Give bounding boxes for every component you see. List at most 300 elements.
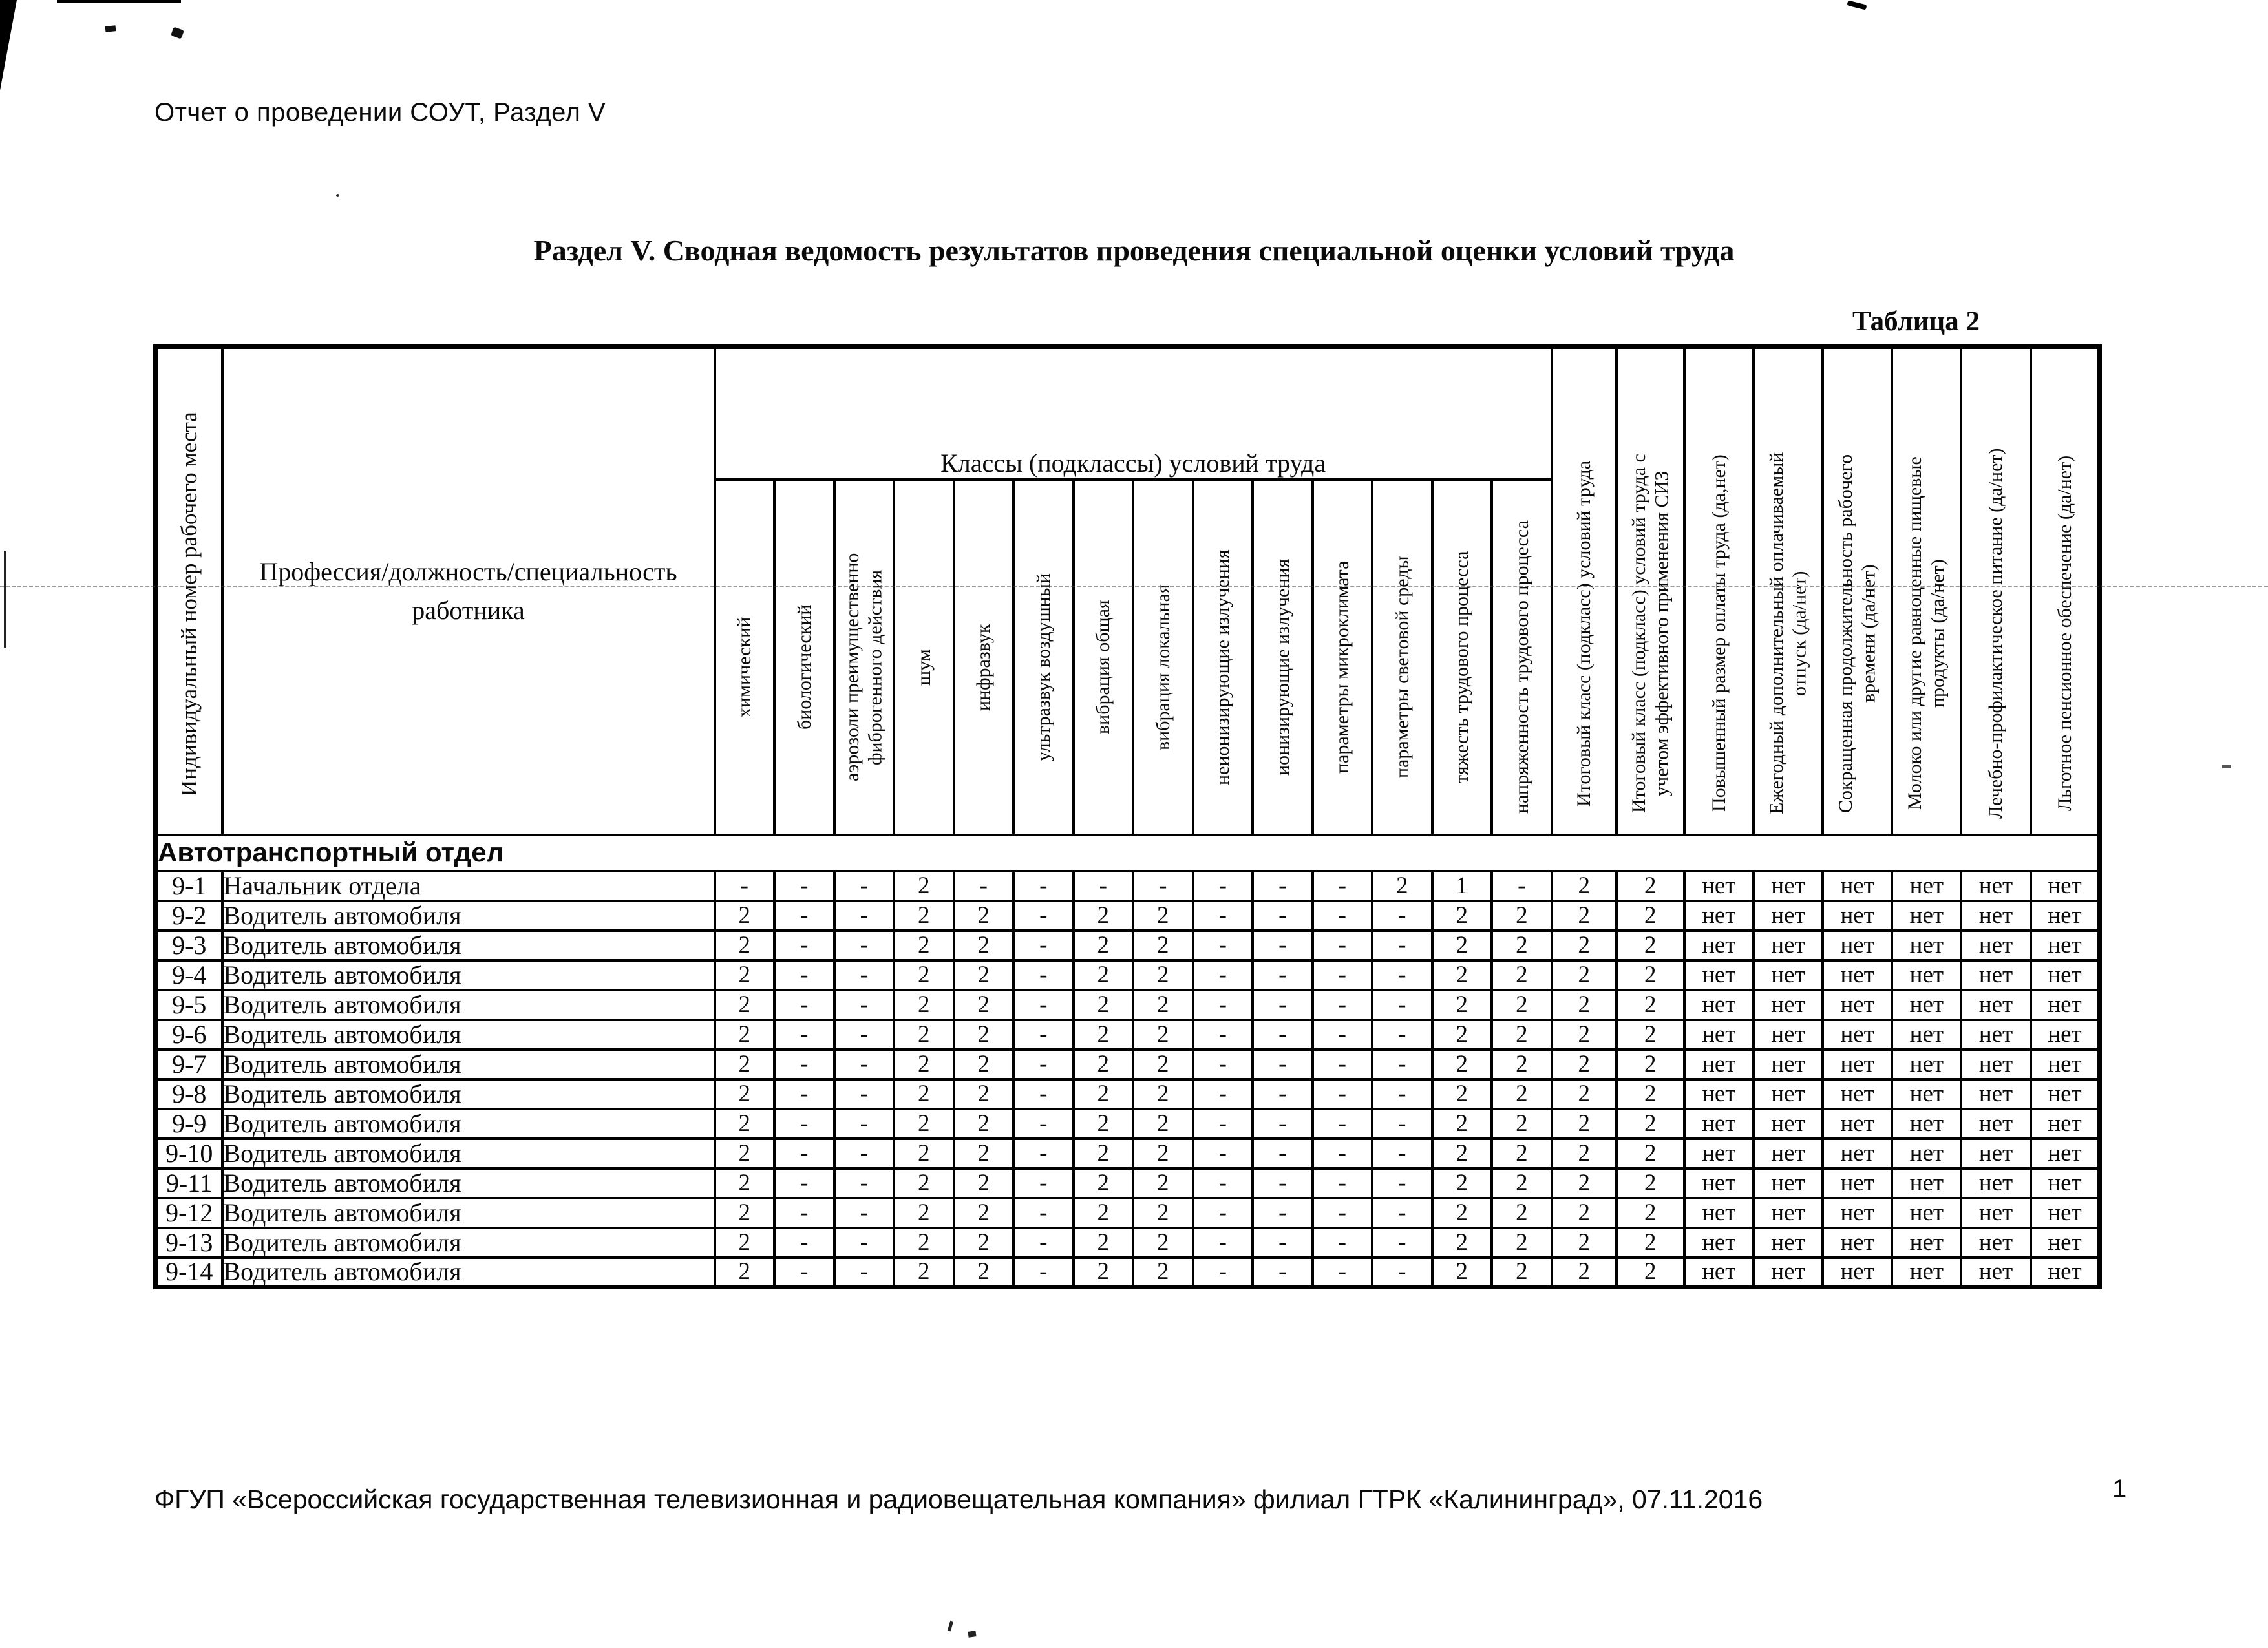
- value-cell-14: 2: [1492, 1050, 1552, 1079]
- value-cell-18: нет: [1754, 1079, 1823, 1109]
- value-cell-5: 2: [954, 1168, 1014, 1198]
- value-cell-9: -: [1193, 931, 1253, 960]
- value-cell-3: -: [834, 1079, 895, 1109]
- value-cell-12: -: [1372, 1050, 1432, 1079]
- value-cell-16: 2: [1616, 1198, 1684, 1228]
- value-cell-11: -: [1313, 1198, 1373, 1228]
- value-cell-12: -: [1372, 1139, 1432, 1168]
- value-cell-5: 2: [954, 931, 1014, 960]
- workplace-number-cell: 9-3: [156, 931, 222, 960]
- workplace-number-cell: 9-10: [156, 1139, 222, 1168]
- col-profession-header: Профессия/должность/специальность работника: [222, 347, 715, 835]
- col-additional-leave-header: [1754, 347, 1823, 835]
- value-cell-11: -: [1313, 871, 1373, 901]
- value-cell-9: -: [1193, 1020, 1253, 1050]
- biological-label: биологический: [793, 604, 815, 730]
- value-cell-1: 2: [715, 1079, 775, 1109]
- value-cell-16: 2: [1616, 1050, 1684, 1079]
- value-cell-19: нет: [1823, 931, 1892, 960]
- section-header-row: [156, 835, 2100, 871]
- noise-label: шум: [913, 648, 935, 686]
- value-cell-16: 2: [1616, 871, 1684, 901]
- value-cell-4: 2: [894, 1198, 954, 1228]
- value-cell-16: 2: [1616, 931, 1684, 960]
- col-noise-header: [894, 480, 954, 835]
- value-cell-2: -: [774, 1109, 834, 1139]
- value-cell-11: -: [1313, 990, 1373, 1020]
- value-cell-7: -: [1074, 871, 1134, 901]
- profession-cell: Водитель автомобиля: [222, 1228, 715, 1258]
- table-row: [156, 1139, 2100, 1168]
- value-cell-1: 2: [715, 1109, 775, 1139]
- value-cell-3: -: [834, 1109, 895, 1139]
- value-cell-22: нет: [2031, 1168, 2100, 1198]
- col-nonionizing-header: [1193, 480, 1253, 835]
- value-cell-3: -: [834, 871, 895, 901]
- value-cell-19: нет: [1823, 1109, 1892, 1139]
- value-cell-5: 2: [954, 960, 1014, 990]
- value-cell-5: 2: [954, 1139, 1014, 1168]
- value-cell-10: -: [1253, 1258, 1313, 1287]
- value-cell-19: нет: [1823, 1228, 1892, 1258]
- value-cell-13: 2: [1432, 931, 1492, 960]
- value-cell-10: -: [1253, 1198, 1313, 1228]
- value-cell-6: -: [1013, 990, 1074, 1020]
- value-cell-4: 2: [894, 1079, 954, 1109]
- ultrasound-label: ультразвук воздушный: [1032, 573, 1054, 761]
- value-cell-22: нет: [2031, 1050, 2100, 1079]
- value-cell-14: 2: [1492, 1109, 1552, 1139]
- profession-cell: Водитель автомобиля: [222, 990, 715, 1020]
- value-cell-2: -: [774, 1198, 834, 1228]
- report-header-note: Отчет о проведении СОУТ, Раздел V: [154, 98, 606, 127]
- value-cell-1: 2: [715, 1228, 775, 1258]
- value-cell-14: 2: [1492, 1198, 1552, 1228]
- value-cell-7: 2: [1074, 931, 1134, 960]
- scan-speck: [968, 1631, 976, 1638]
- value-cell-20: нет: [1892, 1198, 1961, 1228]
- table-row: [156, 990, 2100, 1020]
- value-cell-1: -: [715, 871, 775, 901]
- value-cell-11: -: [1313, 960, 1373, 990]
- value-cell-18: нет: [1754, 990, 1823, 1020]
- value-cell-18: нет: [1754, 1020, 1823, 1050]
- value-cell-22: нет: [2031, 990, 2100, 1020]
- value-cell-8: 2: [1133, 1050, 1193, 1079]
- col-microclimate-header: [1313, 480, 1373, 835]
- classes-group-header: Классы (подклассы) условий труда: [715, 347, 1552, 480]
- sout-summary-table: [153, 344, 2102, 1289]
- value-cell-16: 2: [1616, 1258, 1684, 1287]
- value-cell-10: -: [1253, 1109, 1313, 1139]
- value-cell-17: нет: [1684, 960, 1754, 990]
- value-cell-15: 2: [1552, 1168, 1616, 1198]
- value-cell-12: -: [1372, 1198, 1432, 1228]
- table-row: [156, 931, 2100, 960]
- value-cell-7: 2: [1074, 1079, 1134, 1109]
- table-body: [156, 835, 2100, 1287]
- value-cell-17: нет: [1684, 1139, 1754, 1168]
- value-cell-21: нет: [1961, 1079, 2030, 1109]
- table-row: [156, 1109, 2100, 1139]
- value-cell-15: 2: [1552, 1109, 1616, 1139]
- value-cell-19: нет: [1823, 1198, 1892, 1228]
- value-cell-8: -: [1133, 871, 1193, 901]
- value-cell-1: 2: [715, 1198, 775, 1228]
- value-cell-6: -: [1013, 1109, 1074, 1139]
- value-cell-22: нет: [2031, 931, 2100, 960]
- value-cell-22: нет: [2031, 1228, 2100, 1258]
- value-cell-11: -: [1313, 1139, 1373, 1168]
- value-cell-15: 2: [1552, 1079, 1616, 1109]
- profession-cell: Водитель автомобиля: [222, 1050, 715, 1079]
- value-cell-21: нет: [1961, 931, 2030, 960]
- workplace-number-cell: 9-12: [156, 1198, 222, 1228]
- therapeutic-nutrition-label: Лечебно-профилактическое питание (да/нет): [1985, 447, 2007, 819]
- value-cell-21: нет: [1961, 1109, 2030, 1139]
- additional-leave-label: Ежегодный дополнительный оплачиваемый отпуск (да/нет): [1766, 452, 1810, 814]
- workplace-number-cell: 9-7: [156, 1050, 222, 1079]
- scan-corner-shadow: [0, 0, 17, 90]
- value-cell-7: 2: [1074, 901, 1134, 931]
- profession-cell: Водитель автомобиля: [222, 1258, 715, 1287]
- value-cell-11: -: [1313, 1228, 1373, 1258]
- value-cell-21: нет: [1961, 1258, 2030, 1287]
- value-cell-9: -: [1193, 1228, 1253, 1258]
- value-cell-2: -: [774, 1050, 834, 1079]
- value-cell-9: -: [1193, 1168, 1253, 1198]
- value-cell-22: нет: [2031, 1139, 2100, 1168]
- profession-cell: Водитель автомобиля: [222, 1109, 715, 1139]
- milk-label: Молоко или другие равноценные пищевые продукты (да/нет): [1904, 456, 1949, 810]
- value-cell-6: -: [1013, 1050, 1074, 1079]
- value-cell-13: 2: [1432, 990, 1492, 1020]
- value-cell-20: нет: [1892, 1050, 1961, 1079]
- table-row: [156, 1258, 2100, 1287]
- value-cell-20: нет: [1892, 931, 1961, 960]
- value-cell-20: нет: [1892, 1020, 1961, 1050]
- value-cell-22: нет: [2031, 1020, 2100, 1050]
- value-cell-17: нет: [1684, 1198, 1754, 1228]
- value-cell-5: 2: [954, 901, 1014, 931]
- value-cell-18: нет: [1754, 1258, 1823, 1287]
- scan-ink-mark: [1847, 0, 1867, 10]
- value-cell-18: нет: [1754, 1198, 1823, 1228]
- table-row: [156, 1020, 2100, 1050]
- col-biological-header: [774, 480, 834, 835]
- value-cell-16: 2: [1616, 1079, 1684, 1109]
- value-cell-6: -: [1013, 1139, 1074, 1168]
- col-vibration-local-header: [1133, 480, 1193, 835]
- value-cell-8: 2: [1133, 901, 1193, 931]
- value-cell-6: -: [1013, 1198, 1074, 1228]
- value-cell-10: -: [1253, 960, 1313, 990]
- value-cell-5: 2: [954, 1020, 1014, 1050]
- col-infrasound-header: [954, 480, 1014, 835]
- value-cell-13: 1: [1432, 871, 1492, 901]
- col-ionizing-header: [1253, 480, 1313, 835]
- value-cell-19: нет: [1823, 960, 1892, 990]
- value-cell-10: -: [1253, 901, 1313, 931]
- value-cell-18: нет: [1754, 1168, 1823, 1198]
- value-cell-14: 2: [1492, 1168, 1552, 1198]
- value-cell-1: 2: [715, 1139, 775, 1168]
- final-class-ppe-label: Итоговый класс (подкласс) условий труда с учетом эффективного применения СИЗ: [1627, 453, 1673, 813]
- value-cell-7: 2: [1074, 1168, 1134, 1198]
- value-cell-5: 2: [954, 990, 1014, 1020]
- table-row: [156, 1079, 2100, 1109]
- value-cell-14: 2: [1492, 990, 1552, 1020]
- value-cell-3: -: [834, 1228, 895, 1258]
- profession-cell: Водитель автомобиля: [222, 901, 715, 931]
- value-cell-4: 2: [894, 960, 954, 990]
- value-cell-6: -: [1013, 931, 1074, 960]
- value-cell-7: 2: [1074, 960, 1134, 990]
- value-cell-6: -: [1013, 1020, 1074, 1050]
- value-cell-6: -: [1013, 960, 1074, 990]
- value-cell-11: -: [1313, 1020, 1373, 1050]
- value-cell-4: 2: [894, 871, 954, 901]
- value-cell-18: нет: [1754, 1139, 1823, 1168]
- workplace-number-label: Индивидуальный номер рабочего места: [176, 412, 202, 796]
- table-row: [156, 1198, 2100, 1228]
- value-cell-2: -: [774, 1258, 834, 1287]
- value-cell-9: -: [1193, 871, 1253, 901]
- value-cell-4: 2: [894, 1228, 954, 1258]
- value-cell-15: 2: [1552, 901, 1616, 931]
- value-cell-8: 2: [1133, 990, 1193, 1020]
- workplace-number-cell: 9-14: [156, 1258, 222, 1287]
- value-cell-9: -: [1193, 960, 1253, 990]
- profession-cell: Водитель автомобиля: [222, 1139, 715, 1168]
- value-cell-21: нет: [1961, 960, 2030, 990]
- vibration-local-label: вибрация локальная: [1152, 584, 1174, 750]
- value-cell-21: нет: [1961, 990, 2030, 1020]
- microclimate-label: параметры микроклимата: [1331, 560, 1353, 774]
- value-cell-9: -: [1193, 901, 1253, 931]
- col-labor-intensity-header: [1492, 480, 1552, 835]
- aerosols-label: аэрозоли преимущественно фиброгенного действия: [842, 553, 886, 781]
- profession-cell: Водитель автомобиля: [222, 960, 715, 990]
- value-cell-12: -: [1372, 1168, 1432, 1198]
- col-aerosols-header: [834, 480, 895, 835]
- value-cell-6: -: [1013, 1258, 1074, 1287]
- value-cell-4: 2: [894, 1020, 954, 1050]
- ionizing-label: ионизирующие излучения: [1271, 558, 1293, 776]
- value-cell-17: нет: [1684, 1050, 1754, 1079]
- value-cell-5: 2: [954, 1228, 1014, 1258]
- value-cell-7: 2: [1074, 1139, 1134, 1168]
- value-cell-19: нет: [1823, 1020, 1892, 1050]
- value-cell-5: 2: [954, 1109, 1014, 1139]
- value-cell-15: 2: [1552, 1198, 1616, 1228]
- infrasound-label: инфразвук: [973, 623, 995, 711]
- value-cell-15: 2: [1552, 1050, 1616, 1079]
- value-cell-6: -: [1013, 1079, 1074, 1109]
- value-cell-3: -: [834, 1020, 895, 1050]
- value-cell-12: -: [1372, 1079, 1432, 1109]
- value-cell-15: 2: [1552, 1258, 1616, 1287]
- document-title: Раздел V. Сводная ведомость результатов проведения специальной оценки условий труда: [533, 234, 1735, 267]
- table-row: [156, 1168, 2100, 1198]
- value-cell-14: 2: [1492, 901, 1552, 931]
- value-cell-4: 2: [894, 931, 954, 960]
- value-cell-4: 2: [894, 1109, 954, 1139]
- value-cell-13: 2: [1432, 1109, 1492, 1139]
- vibration-general-label: вибрация общая: [1092, 600, 1114, 734]
- profession-cell: Начальник отдела: [222, 871, 715, 901]
- value-cell-10: -: [1253, 1139, 1313, 1168]
- value-cell-19: нет: [1823, 1139, 1892, 1168]
- nonionizing-label: неионизирующие излучения: [1212, 549, 1234, 785]
- scan-edge-line: [4, 551, 6, 648]
- value-cell-8: 2: [1133, 931, 1193, 960]
- scan-speck: [2222, 765, 2231, 768]
- value-cell-1: 2: [715, 990, 775, 1020]
- value-cell-14: 2: [1492, 931, 1552, 960]
- value-cell-7: 2: [1074, 990, 1134, 1020]
- value-cell-19: нет: [1823, 1050, 1892, 1079]
- increased-pay-label: Повышенный размер оплаты труда (да,нет): [1708, 454, 1730, 812]
- value-cell-16: 2: [1616, 901, 1684, 931]
- value-cell-11: -: [1313, 1168, 1373, 1198]
- value-cell-17: нет: [1684, 1258, 1754, 1287]
- value-cell-11: -: [1313, 1079, 1373, 1109]
- scan-edge-streak: [57, 0, 181, 3]
- value-cell-20: нет: [1892, 1258, 1961, 1287]
- table-row: [156, 871, 2100, 901]
- value-cell-6: -: [1013, 901, 1074, 931]
- value-cell-14: 2: [1492, 960, 1552, 990]
- value-cell-14: 2: [1492, 1079, 1552, 1109]
- profession-cell: Водитель автомобиля: [222, 1079, 715, 1109]
- table-row: [156, 1228, 2100, 1258]
- value-cell-20: нет: [1892, 990, 1961, 1020]
- value-cell-4: 2: [894, 1168, 954, 1198]
- value-cell-12: -: [1372, 1020, 1432, 1050]
- value-cell-19: нет: [1823, 1079, 1892, 1109]
- value-cell-20: нет: [1892, 960, 1961, 990]
- value-cell-18: нет: [1754, 960, 1823, 990]
- value-cell-22: нет: [2031, 1198, 2100, 1228]
- col-labor-severity-header: [1432, 480, 1492, 835]
- value-cell-21: нет: [1961, 871, 2030, 901]
- value-cell-21: нет: [1961, 1228, 2030, 1258]
- value-cell-16: 2: [1616, 990, 1684, 1020]
- profession-cell: Водитель автомобиля: [222, 1198, 715, 1228]
- value-cell-12: -: [1372, 1258, 1432, 1287]
- value-cell-18: нет: [1754, 931, 1823, 960]
- value-cell-8: 2: [1133, 1258, 1193, 1287]
- value-cell-2: -: [774, 1228, 834, 1258]
- value-cell-1: 2: [715, 960, 775, 990]
- final-class-label: Итоговый класс (подкласс) условий труда: [1573, 460, 1595, 807]
- value-cell-20: нет: [1892, 1228, 1961, 1258]
- value-cell-7: 2: [1074, 1020, 1134, 1050]
- value-cell-22: нет: [2031, 960, 2100, 990]
- value-cell-14: 2: [1492, 1139, 1552, 1168]
- workplace-number-cell: 9-8: [156, 1079, 222, 1109]
- value-cell-3: -: [834, 1198, 895, 1228]
- value-cell-15: 2: [1552, 871, 1616, 901]
- value-cell-22: нет: [2031, 871, 2100, 901]
- value-cell-15: 2: [1552, 1228, 1616, 1258]
- value-cell-7: 2: [1074, 1228, 1134, 1258]
- value-cell-2: -: [774, 990, 834, 1020]
- light-environment-label: параметры световой среды: [1391, 556, 1413, 778]
- col-reduced-hours-header: [1823, 347, 1892, 835]
- col-final-class-header: [1552, 347, 1616, 835]
- value-cell-22: нет: [2031, 1258, 2100, 1287]
- value-cell-13: 2: [1432, 1139, 1492, 1168]
- value-cell-13: 2: [1432, 960, 1492, 990]
- value-cell-3: -: [834, 960, 895, 990]
- value-cell-4: 2: [894, 1139, 954, 1168]
- value-cell-1: 2: [715, 1020, 775, 1050]
- value-cell-15: 2: [1552, 1139, 1616, 1168]
- reduced-hours-label: Сокращенная продолжительность рабочего времени (да/нет): [1835, 453, 1880, 813]
- value-cell-12: -: [1372, 1109, 1432, 1139]
- value-cell-3: -: [834, 990, 895, 1020]
- value-cell-10: -: [1253, 931, 1313, 960]
- labor-severity-label: тяжесть трудового процесса: [1451, 551, 1473, 783]
- value-cell-7: 2: [1074, 1258, 1134, 1287]
- workplace-number-cell: 9-6: [156, 1020, 222, 1050]
- value-cell-8: 2: [1133, 1168, 1193, 1198]
- col-ultrasound-header: [1013, 480, 1074, 835]
- value-cell-11: -: [1313, 901, 1373, 931]
- workplace-number-cell: 9-4: [156, 960, 222, 990]
- value-cell-7: 2: [1074, 1109, 1134, 1139]
- value-cell-12: -: [1372, 1228, 1432, 1258]
- value-cell-2: -: [774, 901, 834, 931]
- value-cell-12: -: [1372, 901, 1432, 931]
- value-cell-14: 2: [1492, 1258, 1552, 1287]
- value-cell-9: -: [1193, 990, 1253, 1020]
- value-cell-20: нет: [1892, 1168, 1961, 1198]
- value-cell-20: нет: [1892, 1109, 1961, 1139]
- value-cell-16: 2: [1616, 1228, 1684, 1258]
- value-cell-16: 2: [1616, 1139, 1684, 1168]
- value-cell-8: 2: [1133, 1079, 1193, 1109]
- value-cell-3: -: [834, 1258, 895, 1287]
- value-cell-14: 2: [1492, 1020, 1552, 1050]
- value-cell-17: нет: [1684, 931, 1754, 960]
- value-cell-1: 2: [715, 931, 775, 960]
- value-cell-5: 2: [954, 1258, 1014, 1287]
- value-cell-18: нет: [1754, 1228, 1823, 1258]
- scan-speck: [948, 1621, 953, 1632]
- value-cell-10: -: [1253, 1228, 1313, 1258]
- value-cell-5: 2: [954, 1198, 1014, 1228]
- value-cell-17: нет: [1684, 1228, 1754, 1258]
- value-cell-8: 2: [1133, 1139, 1193, 1168]
- value-cell-4: 2: [894, 1050, 954, 1079]
- value-cell-3: -: [834, 1168, 895, 1198]
- value-cell-6: -: [1013, 871, 1074, 901]
- value-cell-10: -: [1253, 1050, 1313, 1079]
- col-therapeutic-nutrition-header: [1961, 347, 2030, 835]
- value-cell-11: -: [1313, 1050, 1373, 1079]
- table-header: [156, 347, 2100, 835]
- value-cell-17: нет: [1684, 1168, 1754, 1198]
- value-cell-10: -: [1253, 1079, 1313, 1109]
- profession-cell: Водитель автомобиля: [222, 931, 715, 960]
- workplace-number-cell: 9-9: [156, 1109, 222, 1139]
- workplace-number-cell: 9-1: [156, 871, 222, 901]
- workplace-number-cell: 9-11: [156, 1168, 222, 1198]
- value-cell-15: 2: [1552, 960, 1616, 990]
